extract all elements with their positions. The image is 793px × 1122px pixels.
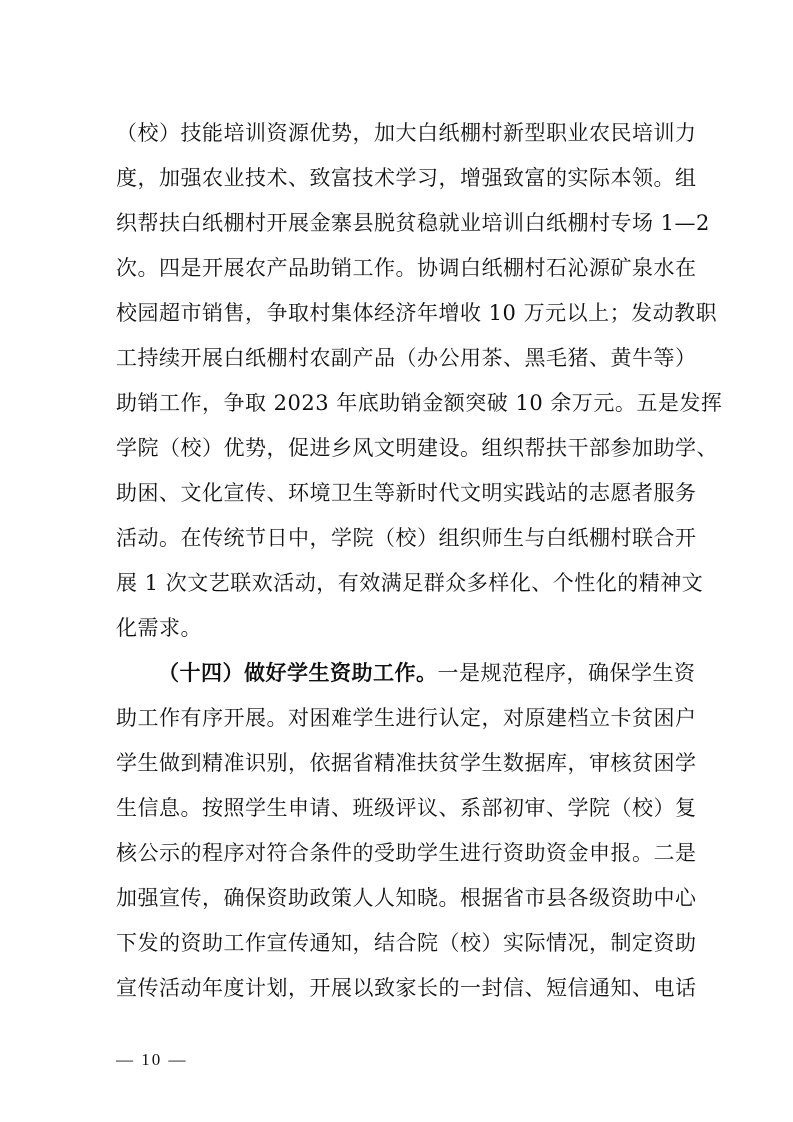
body-text-line: 学生做到精准识别，依据省精准扶贫学生数据库，审核贫困学	[116, 751, 697, 775]
section-heading: （十四）做好学生资助工作。	[158, 660, 438, 685]
body-text-line: 校园超市销售，争取村集体经济年增收 10 万元以上；发动教职	[116, 301, 718, 325]
body-text-line: 宣传活动年度计划，开展以致家长的一封信、短信通知、电话	[116, 976, 697, 1000]
body-text-line: （校）技能培训资源优势，加大白纸棚村新型职业农民培训力	[116, 121, 697, 145]
body-text-line: 度，加强农业技术、致富技术学习，增强致富的实际本领。组	[116, 166, 697, 190]
body-text-line: 助销工作，争取 2023 年底助销金额突破 10 余万元。五是发挥	[116, 391, 723, 415]
body-text-line: 下发的资助工作宣传通知，结合院（校）实际情况，制定资助	[116, 931, 697, 955]
body-text-line: 活动。在传统节日中，学院（校）组织师生与白纸棚村联合开	[116, 526, 697, 550]
body-text-line: 学院（校）优势，促进乡风文明建设。组织帮扶干部参加助学、	[116, 436, 718, 460]
body-text-line: 化需求。	[116, 616, 202, 640]
body-text-line: 工持续开展白纸棚村农副产品（办公用茶、黑毛猪、黄牛等）	[116, 346, 697, 370]
body-text-line: 助困、文化宣传、环境卫生等新时代文明实践站的志愿者服务	[116, 481, 697, 505]
body-text-line: 助工作有序开展。对困难学生进行认定，对原建档立卡贫困户	[116, 706, 697, 730]
body-text-line: 生信息。按照学生申请、班级评议、系部初审、学院（校）复	[116, 796, 697, 820]
body-text-line: 织帮扶白纸棚村开展金寨县脱贫稳就业培训白纸棚村专场 1—2	[116, 211, 710, 235]
body-text-line: 核公示的程序对符合条件的受助学生进行资助资金申报。二是	[116, 841, 697, 865]
page-number: — 10 —	[116, 1050, 188, 1069]
section-heading-continuation: 一是规范程序，确保学生资	[437, 661, 696, 685]
body-text-line: 展 1 次文艺联欢活动，有效满足群众多样化、个性化的精神文	[116, 571, 704, 595]
body-text-line: 次。四是开展农产品助销工作。协调白纸棚村石沁源矿泉水在	[116, 256, 697, 280]
section-heading-line	[158, 660, 696, 686]
body-text-line: 加强宣传，确保资助政策人人知晓。根据省市县各级资助中心	[116, 886, 697, 910]
